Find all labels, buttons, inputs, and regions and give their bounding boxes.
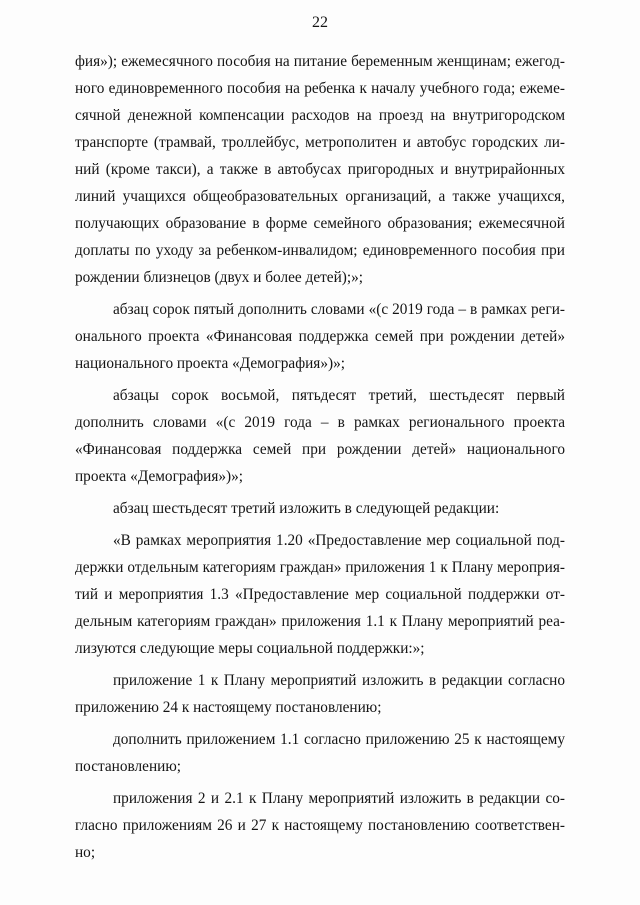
text-line: абзац шестьдесят третий изложить в следующей редакции: xyxy=(113,500,500,517)
paragraph xyxy=(75,382,565,490)
text-line: доплаты по уходу за ребенком-инвалидом; единовременного пособия при xyxy=(75,242,565,259)
text-line: онального проекта «Финансовая поддержка семей при рождении детей» xyxy=(75,328,565,345)
text-line: но; xyxy=(75,844,96,861)
text-line: национального проекта «Демография»)»; xyxy=(75,355,345,372)
text-line: «Финансовая поддержка семей при рождении детей» национального xyxy=(75,441,565,458)
text-line: дополнить словами «(с 2019 года – в рамках регионального проекта xyxy=(75,414,565,431)
paragraph xyxy=(75,48,565,291)
text-line: ного единовременного пособия на ребенка к началу учебного года; ежеме- xyxy=(75,80,565,97)
text-line: постановлению; xyxy=(75,758,181,775)
text-line: фия»); ежемесячного пособия на питание беременным женщинам; ежегод- xyxy=(75,53,565,70)
paragraph xyxy=(75,296,565,377)
paragraph xyxy=(75,495,565,522)
text-line: линий учащихся общеобразовательных организаций, а также учащихся, xyxy=(75,188,565,205)
text-line: держки отдельным категориям граждан» приложения 1 к Плану мероприя- xyxy=(75,559,565,576)
text-line: сячной денежной компенсации расходов на проезд на внутригородском xyxy=(75,107,565,124)
text-line: получающих образование в форме семейного образования; ежемесячной xyxy=(75,215,565,232)
paragraph xyxy=(75,785,565,866)
text-line: тий и мероприятия 1.3 «Предоставление мер социальной поддержки от- xyxy=(75,586,565,603)
text-line: транспорте (трамвай, троллейбус, метрополитен и автобус городских ли- xyxy=(75,134,565,151)
text-line: гласно приложениям 26 и 27 к настоящему постановлению соответствен- xyxy=(75,817,565,834)
page-number: 22 xyxy=(312,14,328,31)
text-line: абзацы сорок восьмой, пятьдесят третий, шестьдесят первый xyxy=(113,387,565,404)
text-line: лизуются следующие меры социальной поддержки:»; xyxy=(75,640,425,657)
text-line: приложению 24 к настоящему постановлению; xyxy=(75,699,382,716)
text-line: «В рамках мероприятия 1.20 «Предоставление мер социальной под- xyxy=(113,532,565,549)
paragraph xyxy=(75,726,565,780)
paragraph xyxy=(75,667,565,721)
paragraph xyxy=(75,527,565,662)
text-line: дельным категориям граждан» приложения 1.1 к Плану мероприятий реа- xyxy=(75,613,565,630)
document-body xyxy=(75,48,565,871)
text-line: дополнить приложением 1.1 согласно приложению 25 к настоящему xyxy=(113,731,565,748)
text-line: приложение 1 к Плану мероприятий изложить в редакции согласно xyxy=(113,672,565,689)
text-line: рождении близнецов (двух и более детей);»; xyxy=(75,269,364,286)
text-line: проекта «Демография»)»; xyxy=(75,468,244,485)
text-line: приложения 2 и 2.1 к Плану мероприятий изложить в редакции со- xyxy=(113,790,565,807)
text-line: абзац сорок пятый дополнить словами «(с 2019 года – в рамках реги- xyxy=(113,301,565,318)
text-line: ний (кроме такси), а также в автобусах пригородных и внутрирайонных xyxy=(75,161,565,178)
